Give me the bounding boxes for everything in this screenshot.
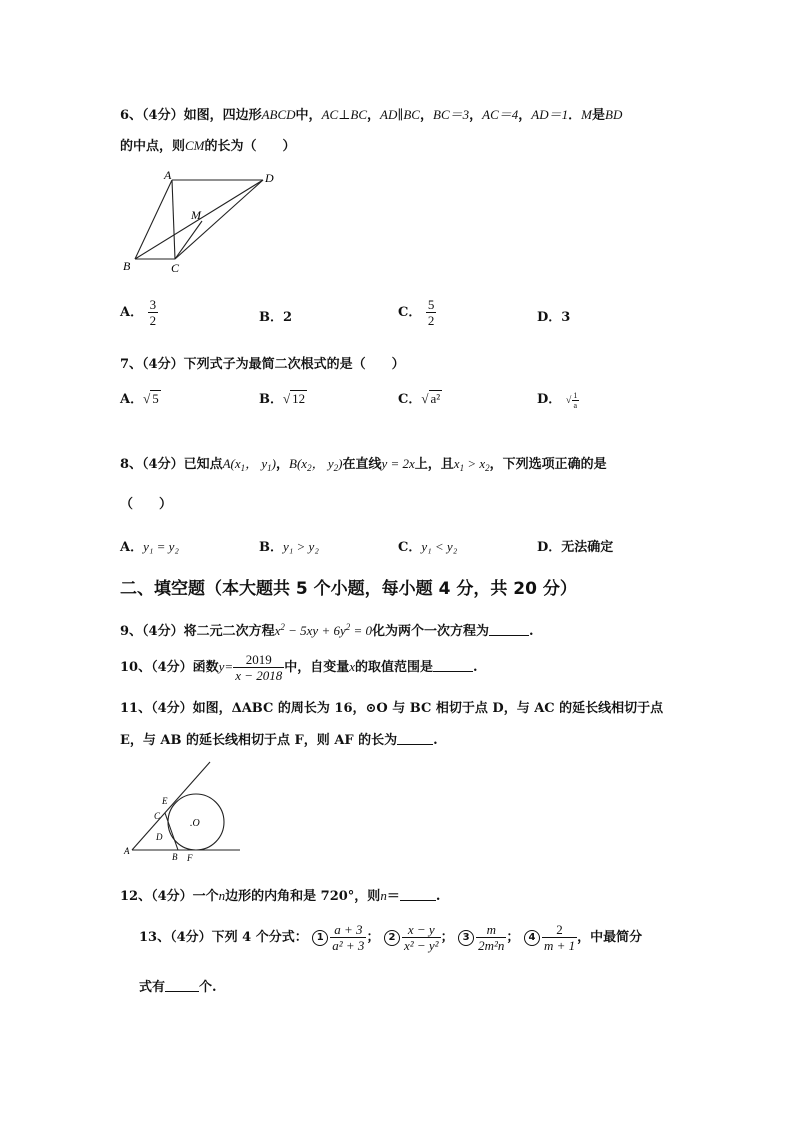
label-c: C <box>154 811 161 821</box>
q7-option-a[interactable]: A．√ 5 <box>120 391 159 407</box>
item-mark-2: 2 <box>384 930 400 946</box>
q6-line1: 6、（4分）如图，四边形ABCD中，AC⊥BC，AD∥BC，BC＝3，AC＝4，AD＝1．M是BD <box>120 107 623 123</box>
segment-ac <box>172 180 175 259</box>
label-o: .O <box>190 818 200 829</box>
label-c: C <box>171 261 180 275</box>
label-f: F <box>187 853 193 863</box>
item-mark-1: 1 <box>312 930 328 946</box>
q8-option-b[interactable]: B．y₁ > y₂ <box>259 539 319 555</box>
q6-option-b[interactable]: B．2 <box>259 310 293 325</box>
item-mark-4: 4 <box>524 930 540 946</box>
q8-option-d[interactable]: D．无法确定 <box>537 540 614 555</box>
label-b: B <box>123 259 131 273</box>
q6-option-c[interactable]: C． $\frac{5}{2}$ <box>398 297 435 328</box>
label-m: M <box>191 208 201 222</box>
q9-answer-blank[interactable] <box>489 623 529 636</box>
label-a: A <box>164 168 172 182</box>
q8-option-a[interactable]: A．y₁ = y₂ <box>120 539 179 555</box>
segment-cm <box>175 221 202 259</box>
q8-paren: （ ） <box>120 497 173 512</box>
q7-text: 7、（4分）下列式子为最简二次根式的是（ ） <box>120 357 405 372</box>
q10-text: 10、（4分）函数y= $\frac{2019}{x - 2018}$ 中，自变量x的取值范围是 . <box>120 652 478 683</box>
q6-option-a[interactable]: A． $\frac{3}{2}$ <box>120 297 157 328</box>
label-a: A <box>124 846 130 856</box>
q7-option-b[interactable]: B．√ 12 <box>259 391 306 407</box>
q13-answer-blank[interactable] <box>165 979 199 992</box>
segment-cd <box>175 180 263 259</box>
q8-line1: 8、（4分）已知点$A(x_1$， $y_1$)，$B(x_2$， $y_2$)在直线y = 2x上，且$x_1 > x_2$，下列选项正确的是 <box>120 456 607 473</box>
q6-line2: 的中点，则CM的长为（ ） <box>120 138 296 154</box>
q11-answer-blank[interactable] <box>397 732 433 745</box>
label-e: E <box>162 796 168 806</box>
q13-line1: 13、（4分）下列 4 个分式： 1 $\frac{a + 3}{\text{a² + 3}}$ ； 2 $\frac{x - y}{\text{x² − y²}}$ ； 3 $\frac{m}{\text{2m²n}}$ ； 4 $\frac{2}{m + 1}$ ，中最简分 <box>139 922 643 953</box>
line-ae <box>132 762 210 850</box>
q6-option-d[interactable]: D．3 <box>537 310 571 325</box>
q12-text: 12、（4分）一个n边形的内角和是 720°，则n＝ . <box>120 888 441 904</box>
q6-figure <box>115 165 285 280</box>
q7-option-d[interactable]: D． √ $\frac{1}{a}$ <box>537 391 578 411</box>
q11-line2: E，与 AB 的延长线相切于点 F，则 AF 的长为 . <box>120 733 438 748</box>
q13-line2: 式有 个. <box>139 980 217 995</box>
q8-option-c[interactable]: C．y₁ < y₂ <box>398 539 458 555</box>
q10-answer-blank[interactable] <box>433 659 473 672</box>
q11-figure <box>120 760 250 868</box>
label-b: B <box>172 852 178 862</box>
q12-answer-blank[interactable] <box>400 888 436 901</box>
label-d: D <box>156 832 163 842</box>
segment-cb <box>165 813 178 850</box>
label-d: D <box>265 171 274 185</box>
q9-text: 9、（4分）将二元二次方程$x^2 - 5xy + 6y^2 = 0$化为两个一次方程为 . <box>120 622 534 639</box>
item-mark-3: 3 <box>458 930 474 946</box>
q7-option-c[interactable]: C．√ a² <box>398 391 441 407</box>
q11-line1: 11、（4分）如图，ΔABC 的周长为 16，⊙O 与 BC 相切于点 D，与 AC 的延长线相切于点 <box>120 701 664 716</box>
section-heading: 二、填空题（本大题共 5 个小题，每小题 4 分，共 20 分） <box>120 579 577 599</box>
